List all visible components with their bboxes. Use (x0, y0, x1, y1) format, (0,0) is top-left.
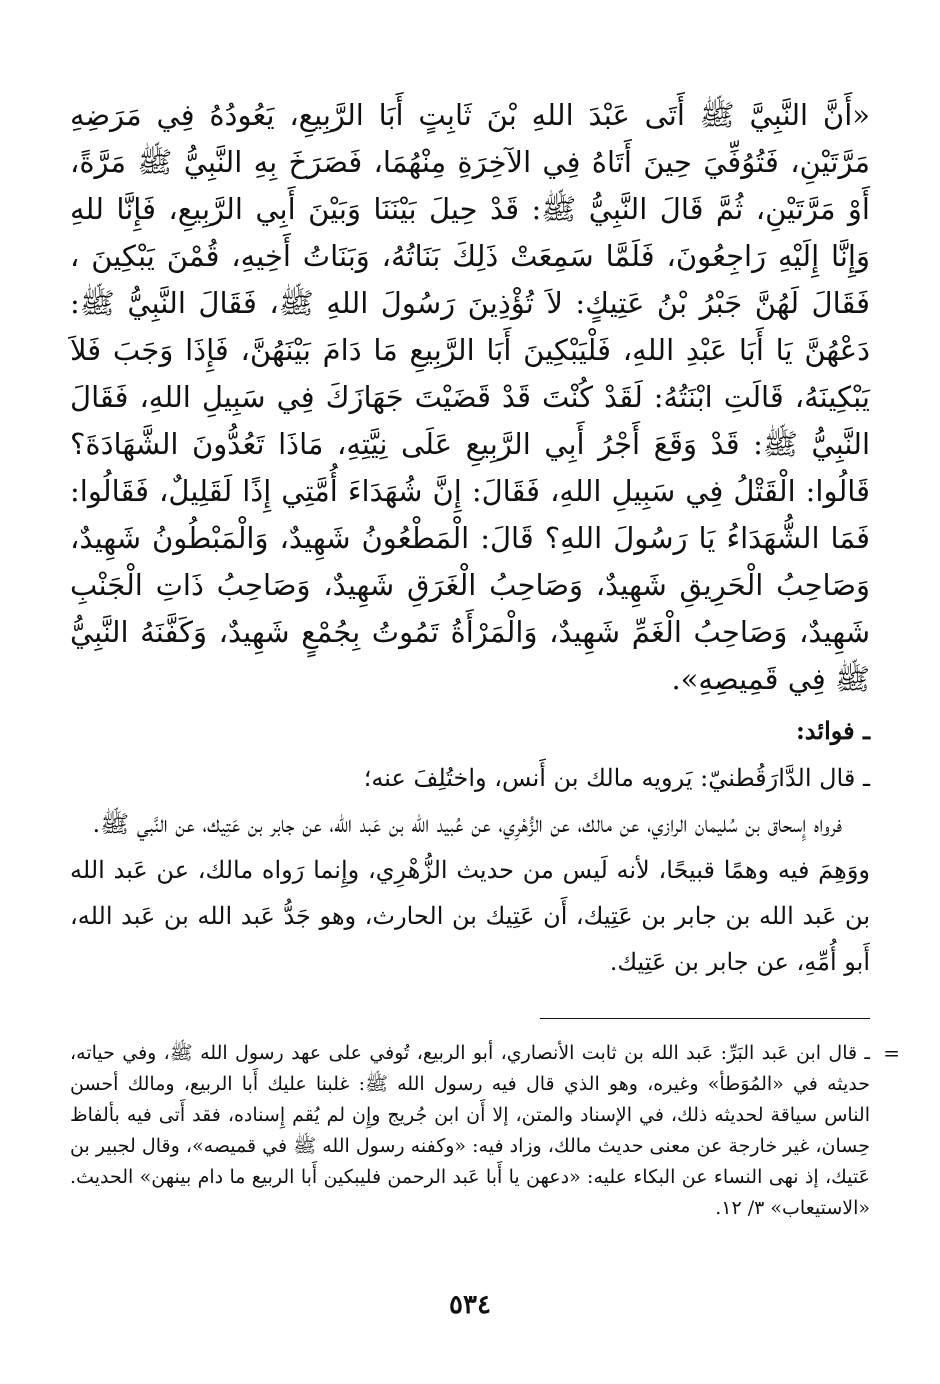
hadith-line: رَسُولَ اللهِ ﷺ، فَقَالَ النَّبِيُّ ﷺ: دَعْهُنَّ يَا أَبَا عَبْدِ اللهِ، فَلْيَبْكِينَ أَبَا الرَّبِيعِ مَا دَامَ (70, 286, 870, 367)
hadith-line: «أَنَّ النَّبِيَّ ﷺ أَتَى عَبْدَ اللهِ بْنَ ثَابِتٍ أَبَا الرَّبِيعِ، يَعُودُهُ فِي مَرَضِهِ مَرَّتَيْنِ، (70, 98, 870, 179)
hadith-line: ذَلِكَ بَنَاتُهُ، وَبَنَاتُ أَخِيهِ، قُمْنَ يَبْكِينَ ، فَقَالَ لَهُنَّ جَبْرُ بْنُ عَتِيكٍ: لاَ تُؤْذِينَ (70, 239, 870, 320)
footnote-divider (540, 1018, 870, 1019)
footnote (70, 1038, 900, 1224)
footnote-text: ـ قال ابن عَبد البَرِّ: عَبد الله بن ثابت الأنصاري، أبو الربيع، تُوفي على عهد رسول الله ﷺ، وفي حياته، حديثه في «المُوَطأ» وغيره، وهو الذي قال فيه رسول الله ﷺ: غلبنا عليك أَبا الربيع، ومالك أحسن الناس سياقة لحديثه ذلك، في الإسناد والمتن، إلا أَن ابن جُريج وإِن لم يُقم إِسناده، فقد أَتى فيه بألفاظ حِسان، غير خارجة عن معنى حديث مالك، وزاد فيه: «وكفنه رسول الله ﷺ في قميصه»، وقال لجبير بن عَتيك، إذ نهى النساء عن البكاء عليه: «دعهن يا أَبا عَبد الرحمن فليبكين أَبا الربيع ما دام بينهن» الحديث. «الاستيعاب» ٣/ ١٢. (70, 1042, 870, 1219)
daraqutni-paragraph: ـ قال الدَّارَقُطنيّ: يَرويه مالك بن أَنس، واختُلِفَ عنه؛ (363, 764, 870, 792)
hadith-line: النَّبِيُّ ﷺ: قَدْ حِيلَ بَيْنَنَا وَبَيْنَ أَبِي الرَّبِيعِ، فَإِنَّا للهِ وَإِنَّا إِلَيْهِ رَاجِعُونَ، فَلَمَّا سَمِعَتْ (70, 192, 870, 273)
hadith-line: الْغَمِّ شَهِيدٌ، وَالْمَرْأَةُ تَمُوتُ بِجُمْعٍ شَهِيدٌ، وَكَفَّنَهُ النَّبِيُّ ﷺ فِي قَمِيصِهِ». (70, 615, 870, 696)
hadith-line: الشَّهَادَةَ؟ قَالُوا: الْقَتْلُ فِي سَبِيلِ اللهِ، فَقَالَ: إِنَّ شُهَدَاءَ أُمَّتِي إِذًا لَقَلِيلٌ، فَقَالُوا: فَمَا (70, 427, 870, 555)
hadith-text (70, 92, 870, 703)
hadith-line: سَبِيلِ اللهِ، فَقَالَ النَّبِيُّ ﷺ: قَدْ وَقَعَ أَجْرُ أَبِي الرَّبِيعِ عَلَى نِيَّتِهِ، مَاذَا تَعُدُّونَ (70, 380, 870, 461)
hadith-line: الشُّهَدَاءُ يَا رَسُولَ اللهِ؟ قَالَ: الْمَطْعُونُ شَهِيدٌ، وَالْمَبْطُونُ شَهِيدٌ، وَصَاحِبُ (70, 521, 870, 602)
hadith-line: بَيْنَهُنَّ، فَإِذَا وَجَبَ فَلاَ يَبْكِينَهُ، قَالَتِ ابْنَتُهُ: لَقَدْ كُنْتَ قَدْ قَضَيْتَ جَهَازَكَ فِي (70, 333, 870, 414)
page-body (70, 92, 870, 985)
hadith-line: الْحَرِيقِ شَهِيدٌ، وَصَاحِبُ الْغَرَقِ شَهِيدٌ، وَصَاحِبُ ذَاتِ الْجَنْبِ شَهِيدٌ، وَصَاحِبُ (70, 568, 870, 649)
error-paragraph: ووَهِمَ فيه وهمًا قبيحًا، لأنه لَيس من حديث الزُّهْرِي، وإِنما رَواه مالك، عن عَبد الله بن عَبد الله بن جابر بن عَتِيك، أَن عَتِيك بن الحارث، وهو جَدُّ عَبد الله بن عَبد الله، أَبو أُمِّهِ، عن جابر بن عَتِيك. (70, 856, 870, 976)
fawaid-heading: ـ فوائد: (795, 716, 870, 745)
page-number: ٥٣٤ (449, 1290, 491, 1320)
narration-paragraph: فرواه إِسحاق بن سُليمان الرازي، عن مالك، عن الزُّهْرِي، عن عُبيد الله بن عَبد الله، عن جابر بن عَتِيك، عن النَّبي ﷺ. (92, 810, 842, 838)
footnote-continuation-marker: = (883, 1041, 900, 1065)
hadith-line: فَتُوُفِّيَ حِينَ أَتَاهُ فِي الآخِرَةِ مِنْهُمَا، فَصَرَخَ بِهِ النَّبِيُّ ﷺ مَرَّةً، أَوْ مَرَّتَيْنِ، ثُمَّ قَالَ (70, 145, 870, 226)
